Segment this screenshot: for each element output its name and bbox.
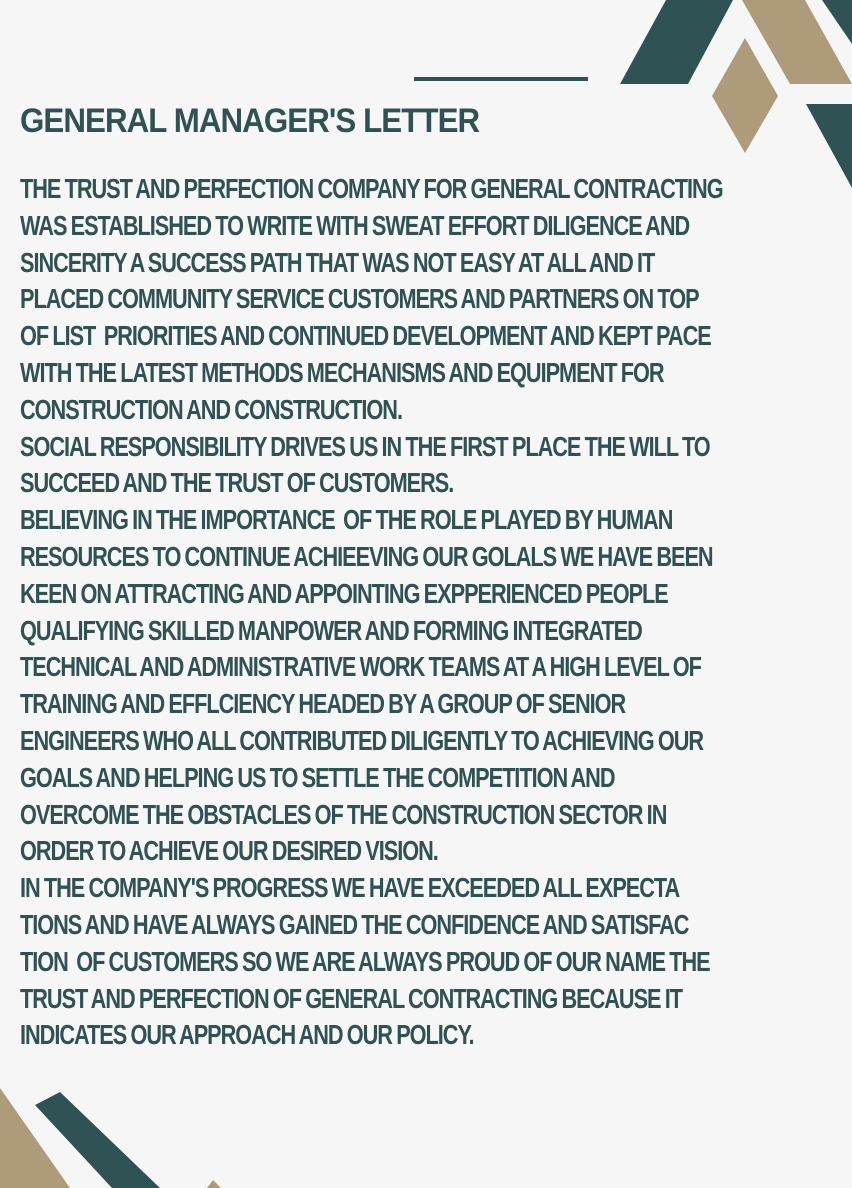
body-line-3: SINCERITY A SUCCESS PATH THAT WAS NOT EASY AT ALL AND IT [20, 246, 655, 278]
body-line-19: ORDER TO ACHIEVE OUR DESIRED VISION. [20, 835, 438, 867]
body-line-10: BELIEVING IN THE IMPORTANCE OF THE ROLE PLAYED BY HUMAN [20, 504, 673, 536]
body-line-4: PLACED COMMUNITY SERVICE CUSTOMERS AND PARTNERS ON TOP [20, 283, 699, 315]
title-rule [414, 77, 588, 81]
body-line-12: KEEN ON ATTRACTING AND APPOINTING EXPPERIENCED PEOPLE [20, 577, 668, 609]
body-line-18: OVERCOME THE OBSTACLES OF THE CONSTRUCTION SECTOR IN [20, 798, 667, 830]
top-teal-parallelogram-shape [620, 0, 733, 84]
body-line-17: GOALS AND HELPING US TO SETTLE THE COMPETITION AND [20, 761, 615, 793]
body-line-2: WAS ESTABLISHED TO WRITE WITH SWEAT EFFORT DILIGENCE AND [20, 209, 690, 241]
body-line-11: RESOURCES TO CONTINUE ACHIEEVING OUR GOLALS WE HAVE BEEN [20, 540, 713, 572]
body-line-14: TECHNICAL AND ADMINISTRATIVE WORK TEAMS AT A HIGH LEVEL OF [20, 651, 701, 683]
body-line-7: CONSTRUCTION AND CONSTRUCTION. [20, 393, 402, 425]
body-line-16: ENGINEERS WHO ALL CONTRIBUTED DILIGENTLY TO ACHIEVING OUR [20, 724, 704, 756]
body-line-5: OF LIST PRIORITIES AND CONTINUED DEVELOPMENT AND KEPT PACE [20, 320, 711, 352]
body-line-20: IN THE COMPANY'S PROGRESS WE HAVE EXCEEDED ALL EXPECTA [20, 872, 680, 904]
page-title: GENERAL MANAGER'S LETTER [20, 102, 480, 140]
body-line-23: TRUST AND PERFECTION OF GENERAL CONTRACTING BECAUSE IT [20, 982, 682, 1014]
body-line-8: SOCIAL RESPONSIBILITY DRIVES US IN THE FIRST PLACE THE WILL TO [20, 430, 710, 462]
body-line-15: TRAINING AND EFFLCIENCY HEADED BY A GROUP OF SENIOR [20, 688, 626, 720]
body-line-21: TIONS AND HAVE ALWAYS GAINED THE CONFIDENCE AND SATISFAC [20, 908, 689, 940]
corner-teal-shape [822, 0, 852, 44]
body-line-13: QUALIFYING SKILLED MANPOWER AND FORMING INTEGRATED [20, 614, 642, 646]
letter-body [20, 171, 852, 1054]
body-line-22: TION OF CUSTOMERS SO WE ARE ALWAYS PROUD OF OUR NAME THE [20, 945, 710, 977]
body-line-6: WITH THE LATEST METHODS MECHANISMS AND EQUIPMENT FOR [20, 356, 664, 388]
body-line-24: INDICATES OUR APPROACH AND OUR POLICY. [20, 1019, 474, 1051]
tan-diamond-shape [712, 38, 778, 153]
body-line-9: SUCCEED AND THE TRUST OF CUSTOMERS. [20, 467, 454, 499]
body-line-1: THE TRUST AND PERFECTION COMPANY FOR GENERAL CONTRACTING [20, 173, 723, 204]
bottom-small-tan-shape [207, 1180, 221, 1188]
